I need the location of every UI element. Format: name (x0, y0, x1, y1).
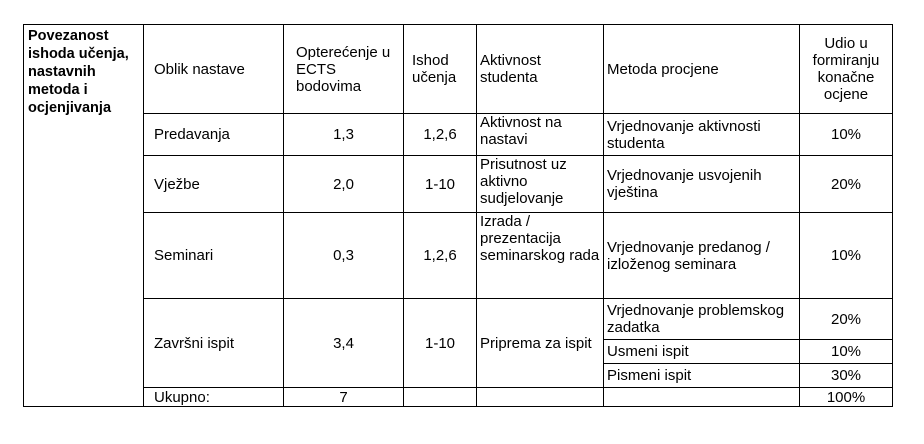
total-row (24, 388, 893, 407)
col-metoda-header: Metoda procjene (604, 25, 800, 114)
col-ects-header: Opterećenje u ECTS bodovima (284, 25, 404, 114)
table-row (24, 114, 893, 156)
total-ects: 7 (284, 388, 404, 407)
col-udio-header: Udio u formiranju konačne ocjene (800, 25, 893, 114)
metoda-cell: Vrjednovanje aktivnosti studenta (604, 114, 800, 156)
col-aktivnost-header: Aktivnost studenta (477, 25, 604, 114)
oblik-cell: Vježbe (144, 156, 284, 213)
oblik-cell: Završni ispit (144, 299, 284, 388)
udio-cell: 20% (800, 156, 893, 213)
ects-cell: 2,0 (284, 156, 404, 213)
empty-cell (604, 388, 800, 407)
total-udio: 100% (800, 388, 893, 407)
udio-cell: 10% (800, 213, 893, 299)
ects-cell: 1,3 (284, 114, 404, 156)
col-ishod-header: Ishod učenja (404, 25, 477, 114)
aktivnost-cell: Aktivnost na nastavi (477, 114, 604, 156)
metoda-cell: Usmeni ispit (604, 340, 800, 364)
aktivnost-cell: Prisutnost uz aktivno sudjelovanje (477, 156, 604, 213)
section-heading: Povezanost ishoda učenja, nastavnih metoda i ocjenjivanja (24, 25, 144, 407)
metoda-cell: Vrjednovanje problemskog zadatka (604, 299, 800, 340)
metoda-cell: Vrjednovanje predanog / izloženog seminara (604, 213, 800, 299)
ishod-cell: 1-10 (404, 156, 477, 213)
ishod-cell: 1,2,6 (404, 114, 477, 156)
table-row (24, 156, 893, 213)
table-row (24, 213, 893, 299)
header-row (24, 25, 893, 114)
table-row (24, 299, 893, 340)
udio-cell: 10% (800, 114, 893, 156)
ects-cell: 0,3 (284, 213, 404, 299)
col-oblik-header: Oblik nastave (144, 25, 284, 114)
assessment-table (23, 24, 893, 407)
udio-cell: 20% (800, 299, 893, 340)
udio-cell: 10% (800, 340, 893, 364)
metoda-cell: Pismeni ispit (604, 364, 800, 388)
udio-cell: 30% (800, 364, 893, 388)
oblik-cell: Predavanja (144, 114, 284, 156)
aktivnost-cell: Izrada / prezentacija seminarskog rada (477, 213, 604, 299)
empty-cell (404, 388, 477, 407)
oblik-cell: Seminari (144, 213, 284, 299)
ishod-cell: 1-10 (404, 299, 477, 388)
ishod-cell: 1,2,6 (404, 213, 477, 299)
ects-cell: 3,4 (284, 299, 404, 388)
aktivnost-cell: Priprema za ispit (477, 299, 604, 388)
total-label: Ukupno: (144, 388, 284, 407)
metoda-cell: Vrjednovanje usvojenih vještina (604, 156, 800, 213)
empty-cell (477, 388, 604, 407)
